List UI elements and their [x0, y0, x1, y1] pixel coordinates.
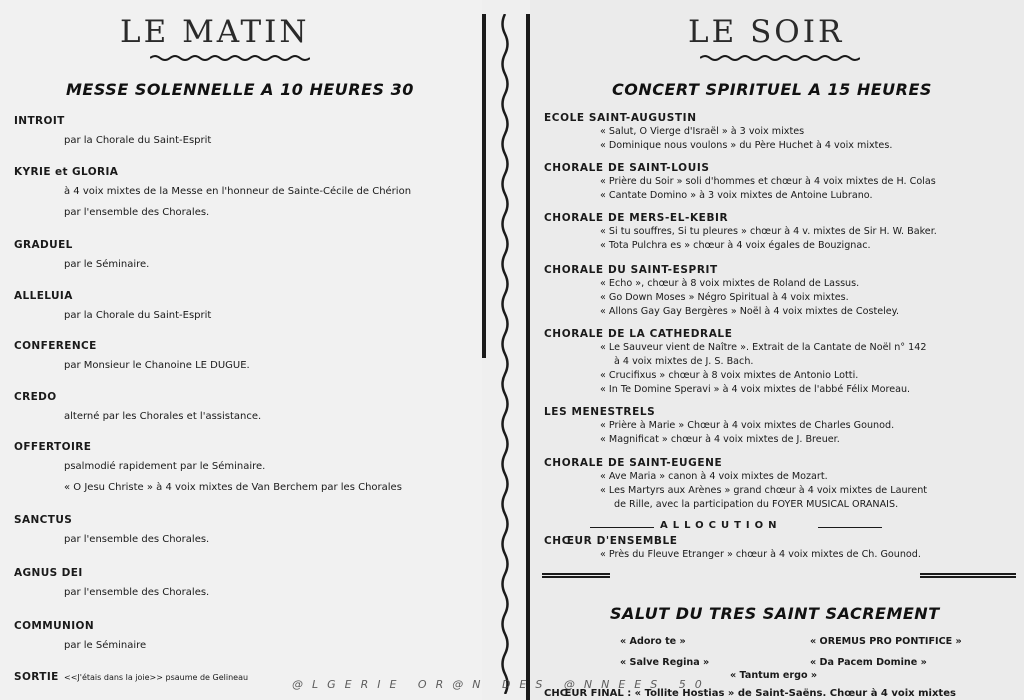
concert-group-saint-esprit: [544, 264, 1020, 318]
salut-final: CHŒUR FINAL : « Tollite Hostias » de Saint-Saëns. Chœur à 4 voix mixtes: [544, 688, 956, 699]
group-line: « Dominique nous voulons » du Père Huchet à 4 voix mixtes.: [600, 140, 893, 151]
group-label: CHORALE DE SAINT-LOUIS: [544, 162, 710, 174]
item-line: par l'ensemble des Chorales.: [64, 587, 210, 598]
left-column-rule: [482, 14, 486, 358]
item-line: par Monsieur le Chanoine LE DUGUE.: [64, 360, 250, 371]
morning-item-graduel: [14, 239, 476, 270]
item-line: psalmodié rapidement par le Séminaire.: [64, 461, 266, 472]
salut-item: « Da Pacem Domine »: [810, 657, 927, 668]
morning-item-credo: [14, 391, 476, 422]
allocution-label: ALLOCUTION: [660, 520, 782, 531]
group-line: « Prière à Marie » Chœur à 4 voix mixtes de Charles Gounod.: [600, 420, 895, 431]
item-label: AGNUS DEI: [14, 567, 83, 579]
item-line: par le Séminaire: [64, 640, 147, 651]
group-label: CHŒUR D'ENSEMBLE: [544, 535, 678, 547]
evening-title-underline: [700, 54, 860, 62]
group-line: « Crucifixus » chœur à 8 voix mixtes de Antonio Lotti.: [600, 370, 859, 381]
group-line: « Près du Fleuve Etranger » chœur à 4 voix mixtes de Ch. Gounod.: [600, 549, 921, 560]
item-label: KYRIE et GLORIA: [14, 166, 119, 178]
morning-item-offertoire: [14, 441, 476, 493]
salut-item: « OREMUS PRO PONTIFICE »: [810, 636, 962, 647]
allocution-rule-right: [818, 527, 882, 528]
item-label: INTROIT: [14, 115, 65, 127]
concert-group-choeur-ensemble: [544, 535, 1020, 561]
morning-subtitle: MESSE SOLENNELLE A 10 HEURES 30: [66, 80, 414, 99]
item-line: par la Chorale du Saint-Esprit: [64, 310, 212, 321]
morning-title: LE MATIN: [120, 14, 310, 50]
item-line: alterné par les Chorales et l'assistance.: [64, 411, 262, 422]
group-line: « Go Down Moses » Négro Spiritual à 4 voix mixtes.: [600, 292, 849, 303]
salut-item: « Adoro te »: [620, 636, 686, 647]
group-line: « In Te Domine Speravi » à 4 voix mixtes de l'abbé Félix Moreau.: [600, 384, 911, 395]
item-label: GRADUEL: [14, 239, 73, 251]
group-line: « Prière du Soir » soli d'hommes et chœur à 4 voix mixtes de H. Colas: [600, 176, 936, 187]
item-line: <<J'étais dans la joie>> psaume de Gelineau: [64, 673, 249, 682]
group-line: « Allons Gay Gay Bergères » Noël à 4 voix mixtes de Costeley.: [600, 306, 900, 317]
evening-subtitle: CONCERT SPIRITUEL A 15 HEURES: [612, 80, 932, 99]
group-line: « Salut, O Vierge d'Israël » à 3 voix mixtes: [600, 126, 805, 137]
group-line: « Si tu souffres, Si tu pleures » chœur à 4 v. mixtes de Sir H. W. Baker.: [600, 226, 937, 237]
evening-title: LE SOIR: [688, 14, 845, 50]
item-line: à 4 voix mixtes de la Messe en l'honneur de Sainte-Cécile de Chérion: [64, 186, 412, 197]
item-label: COMMUNION: [14, 620, 95, 632]
item-label: OFFERTOIRE: [14, 441, 92, 453]
item-line: par l'ensemble des Chorales.: [64, 207, 210, 218]
item-label: ALLELUIA: [14, 290, 73, 302]
wavy-divider: [498, 14, 512, 694]
group-label: CHORALE DE MERS-EL-KEBIR: [544, 212, 729, 224]
morning-item-alleluia: [14, 290, 476, 321]
group-line: à 4 voix mixtes de J. S. Bach.: [614, 356, 754, 367]
item-label: CREDO: [14, 391, 57, 403]
concert-group-saint-eugene: [544, 457, 1020, 511]
group-line: « Les Martyrs aux Arènes » grand chœur à 4 voix mixtes de Laurent: [600, 485, 928, 496]
item-label: SANCTUS: [14, 514, 73, 526]
group-label: LES MENESTRELS: [544, 406, 656, 418]
group-label: CHORALE DE LA CATHEDRALE: [544, 328, 733, 340]
concert-group-ecole-saint-augustin: [544, 112, 1020, 152]
group-line: « Ave Maria » canon à 4 voix mixtes de Mozart.: [600, 471, 828, 482]
concert-group-cathedrale: [544, 328, 1020, 396]
group-label: CHORALE DE SAINT-EUGENE: [544, 457, 723, 469]
salut-item: « Salve Regina »: [620, 657, 710, 668]
item-line: par l'ensemble des Chorales.: [64, 534, 210, 545]
item-label: SORTIE: [14, 671, 59, 683]
allocution-rule-left: [590, 527, 654, 528]
salut-title: SALUT DU TRES SAINT SACREMENT: [610, 604, 940, 623]
salut-item: « Tantum ergo »: [730, 670, 818, 681]
item-line: « O Jesu Christe » à 4 voix mixtes de Van Berchem par les Chorales: [64, 482, 402, 493]
morning-item-communion: [14, 620, 476, 651]
group-line: « Echo », chœur à 8 voix mixtes de Roland de Lassus.: [600, 278, 860, 289]
group-line: « Magnificat » chœur à 4 voix mixtes de J. Breuer.: [600, 434, 840, 445]
morning-item-conference: [14, 340, 476, 371]
item-line: par la Chorale du Saint-Esprit: [64, 135, 212, 146]
section-rule-right: [920, 573, 1016, 578]
section-rule-left: [542, 573, 610, 578]
item-label: CONFERENCE: [14, 340, 97, 352]
group-label: ECOLE SAINT-AUGUSTIN: [544, 112, 697, 124]
watermark: @LGERIE OR@N DES @NNEES 50: [292, 678, 711, 691]
morning-item-kyrie: [14, 166, 476, 218]
concert-group-menestrels: [544, 406, 1020, 446]
morning-item-sanctus: [14, 514, 476, 545]
right-column-rule: [526, 14, 530, 700]
group-line: « Le Sauveur vient de Naître ». Extrait de la Cantate de Noël n° 142: [600, 342, 927, 353]
morning-item-agnus-dei: [14, 567, 476, 598]
morning-item-introit: [14, 115, 476, 146]
concert-group-saint-louis: [544, 162, 1020, 202]
group-line: « Tota Pulchra es » chœur à 4 voix égales de Bouzignac.: [600, 240, 871, 251]
morning-title-underline: [150, 54, 310, 62]
group-line: de Rille, avec la participation du FOYER MUSICAL ORANAIS.: [614, 499, 899, 510]
concert-group-mers-el-kebir: [544, 212, 1020, 252]
item-line: par le Séminaire.: [64, 259, 150, 270]
group-label: CHORALE DU SAINT-ESPRIT: [544, 264, 718, 276]
group-line: « Cantate Domino » à 3 voix mixtes de Antoine Lubrano.: [600, 190, 873, 201]
